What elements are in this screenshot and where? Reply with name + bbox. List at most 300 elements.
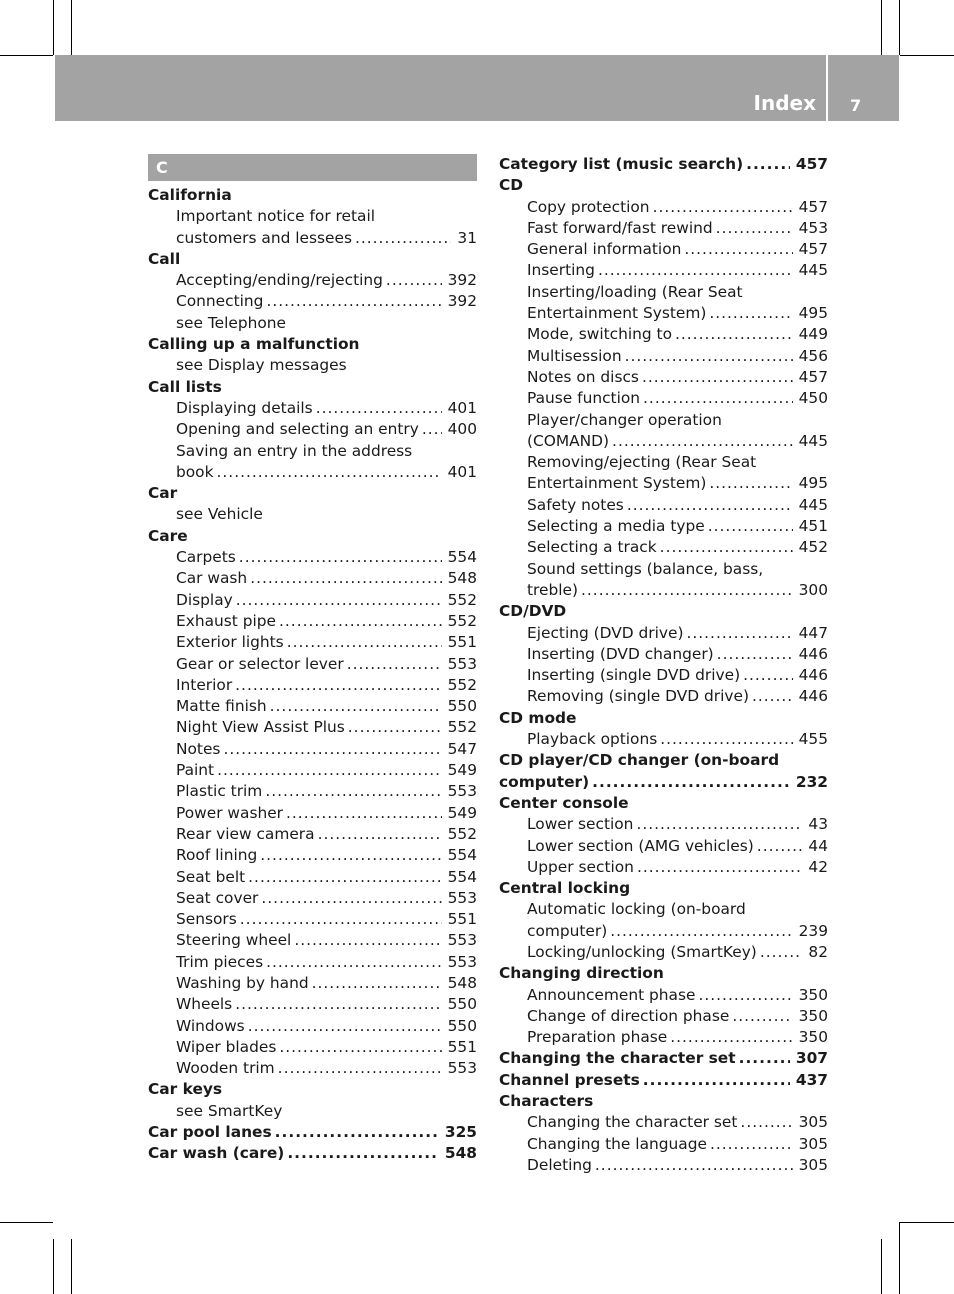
entry-text: Copy protection (527, 197, 650, 216)
entry-text: Inserting (single DVD drive) (527, 666, 741, 685)
index-subentry (148, 654, 477, 675)
leader-dots (235, 994, 441, 1015)
leader-dots (287, 632, 442, 653)
index-subentry (148, 717, 477, 738)
entry-text: Ejecting (DVD drive) (527, 623, 684, 642)
entry-text: Important notice for retail (176, 207, 376, 226)
index-subentry (148, 867, 477, 888)
page-reference: 554 (447, 867, 477, 886)
entry-text: Interior (176, 675, 233, 694)
index-subentry (499, 921, 828, 942)
index-term (499, 1048, 828, 1069)
page-reference: 43 (808, 815, 828, 834)
index-subentry (499, 410, 828, 431)
entry-text: Call (148, 249, 181, 268)
entry-text: customers and lessees (176, 228, 352, 247)
crop-mark (900, 55, 954, 56)
entry-text: Car (148, 484, 178, 503)
entry-text: Entertainment System) (527, 474, 707, 493)
page-reference: 552 (447, 718, 477, 737)
entry-text: CD player/CD changer (on-board (499, 751, 780, 770)
index-subentry (499, 836, 828, 857)
index-subentry (148, 611, 477, 632)
page-reference: 82 (808, 942, 828, 961)
leader-dots (709, 303, 792, 324)
entry-text: Calling up a malfunction (148, 335, 360, 354)
page-reference: 445 (798, 261, 828, 280)
leader-dots (612, 431, 793, 452)
index-subentry (148, 206, 477, 227)
leader-dots (239, 547, 442, 568)
leader-dots (236, 590, 442, 611)
entry-text: Sound settings (balance, bass, (527, 559, 764, 578)
leader-dots (248, 1016, 442, 1037)
entry-text: Selecting a media type (527, 517, 705, 536)
entry-text: Accepting/ending/rejecting (176, 271, 383, 290)
entry-text: Opening and selecting an entry (176, 420, 419, 439)
page-reference: 552 (447, 611, 477, 630)
entry-text: Power washer (176, 803, 284, 822)
leader-dots (739, 1048, 790, 1069)
leader-dots (266, 952, 442, 973)
page-reference: 232 (795, 772, 828, 791)
index-subentry (499, 260, 828, 281)
index-subentry (148, 952, 477, 973)
index-subentry (499, 452, 828, 473)
page-reference: 551 (447, 910, 477, 929)
page-reference: 44 (808, 836, 828, 855)
leader-dots (217, 760, 442, 781)
page-number: 7 (850, 96, 862, 115)
leader-dots (752, 686, 793, 707)
index-term (499, 708, 828, 729)
index-subentry (499, 218, 828, 239)
leader-dots (261, 888, 441, 909)
entry-text: General information (527, 240, 682, 259)
index-term (148, 1079, 477, 1100)
leader-dots (422, 419, 442, 440)
index-subentry (148, 462, 477, 483)
entry-text: Playback options (527, 730, 658, 749)
entry-text: Inserting/loading (Rear Seat (527, 282, 743, 301)
index-term (499, 963, 828, 984)
crop-mark (71, 1239, 72, 1294)
index-subentry (148, 568, 477, 589)
index-subentry (499, 580, 828, 601)
entry-text: Carpets (176, 548, 236, 567)
leader-dots (698, 985, 792, 1006)
leader-dots (294, 930, 441, 951)
page-reference: 550 (447, 697, 477, 716)
page-reference: 453 (798, 218, 828, 237)
crop-mark (899, 1222, 900, 1294)
leader-dots (710, 1134, 793, 1155)
crop-mark (900, 1222, 954, 1223)
entry-text: Fast forward/fast rewind (527, 218, 713, 237)
entry-text: Exterior lights (176, 633, 284, 652)
index-term (499, 793, 828, 814)
index-subentry (499, 197, 828, 218)
index-subentry (499, 324, 828, 345)
index-term (148, 1143, 477, 1164)
leader-dots (348, 717, 442, 738)
index-term (148, 483, 477, 504)
index-term (148, 1122, 477, 1143)
crop-mark (0, 55, 53, 56)
entry-text: Upper section (527, 857, 634, 876)
index-subentry (148, 888, 477, 909)
page-reference: 456 (798, 346, 828, 365)
entry-text: Night View Assist Plus (176, 718, 345, 737)
entry-text: Steering wheel (176, 931, 292, 950)
index-subentry (148, 675, 477, 696)
index-subentry (148, 313, 477, 334)
page-reference: 239 (798, 921, 828, 940)
index-subentry (499, 239, 828, 260)
entry-text: Deleting (527, 1155, 592, 1174)
leader-dots (240, 909, 442, 930)
leader-dots (265, 781, 441, 802)
index-subentry (148, 355, 477, 376)
index-subentry (148, 803, 477, 824)
leader-dots (610, 921, 792, 942)
crop-mark (899, 0, 900, 55)
leader-dots (386, 270, 442, 291)
leader-dots (636, 814, 802, 835)
entry-text: Wooden trim (176, 1059, 275, 1078)
index-subentry (148, 1016, 477, 1037)
crop-mark (881, 1239, 882, 1294)
page-reference: 325 (444, 1123, 477, 1142)
entry-text: Category list (music search) (499, 155, 744, 173)
entry-text: Changing the language (527, 1134, 707, 1153)
entry-text: Lower section (AMG vehicles) (527, 836, 754, 855)
leader-dots (266, 291, 441, 312)
index-subentry (148, 824, 477, 845)
page-reference: 401 (447, 398, 477, 417)
crop-mark (71, 0, 72, 55)
index-subentry (499, 857, 828, 878)
page-reference: 400 (447, 420, 477, 439)
index-subentry (499, 686, 828, 707)
leader-dots (709, 473, 792, 494)
leader-dots (660, 729, 792, 750)
index-subentry (148, 781, 477, 802)
entry-text: Change of direction phase (527, 1006, 730, 1025)
leader-dots (760, 942, 803, 963)
index-entries-left (148, 185, 477, 1165)
page-reference: 300 (798, 580, 828, 599)
page-reference: 451 (798, 517, 828, 536)
index-term (499, 601, 828, 622)
index-subentry (499, 303, 828, 324)
page-reference: 495 (798, 474, 828, 493)
index-term (499, 1091, 828, 1112)
leader-dots (686, 623, 792, 644)
page-reference: 305 (798, 1134, 828, 1153)
entry-text: book (176, 462, 214, 481)
leader-dots (248, 867, 441, 888)
index-column-left (148, 154, 477, 1165)
entry-text: Multisession (527, 346, 622, 365)
entry-text: Safety notes (527, 495, 624, 514)
page-reference: 42 (808, 857, 828, 876)
index-subentry (148, 845, 477, 866)
entry-text: California (148, 186, 232, 204)
index-subentry (499, 942, 828, 963)
index-subentry (148, 228, 477, 249)
page-reference: 553 (447, 1059, 477, 1078)
index-subentry (148, 1101, 477, 1122)
entry-text: see SmartKey (176, 1101, 283, 1120)
page-reference: 445 (798, 495, 828, 514)
entry-text: (COMAND) (527, 431, 610, 450)
entry-text: Car wash (care) (148, 1144, 285, 1163)
entry-text: see Telephone (176, 313, 287, 332)
section-letter: C (148, 154, 477, 181)
page-reference: 445 (798, 431, 828, 450)
index-term (499, 154, 828, 175)
entry-text: Notes (176, 739, 221, 758)
leader-dots (717, 644, 793, 665)
leader-dots (598, 260, 793, 281)
index-subentry (148, 291, 477, 312)
page-reference: 553 (447, 952, 477, 971)
index-subentry (499, 1155, 828, 1176)
entry-text: Washing by hand (176, 973, 309, 992)
index-subentry (499, 346, 828, 367)
page-reference: 553 (447, 931, 477, 950)
index-subentry (499, 495, 828, 516)
entry-text: Plastic trim (176, 782, 263, 801)
entry-text: Pause function (527, 389, 641, 408)
leader-dots (660, 537, 793, 558)
leader-dots (235, 675, 441, 696)
entry-text: Mode, switching to (527, 325, 672, 344)
index-subentry (499, 559, 828, 580)
leader-dots (708, 516, 793, 537)
index-term (499, 878, 828, 899)
index-subentry (148, 930, 477, 951)
entry-text: Channel presets (499, 1070, 640, 1089)
entry-text: Lower section (527, 815, 634, 834)
index-subentry (148, 994, 477, 1015)
leader-dots (757, 836, 803, 857)
index-term (148, 334, 477, 355)
entry-text: Connecting (176, 292, 264, 311)
page-reference: 549 (447, 761, 477, 780)
index-subentry (499, 985, 828, 1006)
leader-dots (287, 1143, 439, 1164)
index-subentry (499, 367, 828, 388)
page-reference: 446 (798, 666, 828, 685)
entry-text: Changing direction (499, 964, 664, 983)
page-reference: 307 (795, 1049, 828, 1068)
entry-text: Changing the character set (499, 1049, 736, 1068)
index-term (499, 750, 828, 771)
page-reference: 548 (444, 1144, 477, 1163)
page-reference: 455 (798, 730, 828, 749)
entry-text: Preparation phase (527, 1028, 668, 1047)
index-subentry (148, 973, 477, 994)
entry-text: Changing the character set (527, 1113, 738, 1132)
leader-dots (746, 154, 790, 175)
entry-text: Saving an entry in the address (176, 441, 413, 460)
entry-text: CD (499, 176, 524, 195)
leader-dots (743, 665, 793, 686)
leader-dots (670, 1027, 792, 1048)
entry-text: computer) (527, 921, 608, 940)
index-term (148, 185, 477, 206)
leader-dots (716, 218, 793, 239)
index-subentry (148, 270, 477, 291)
leader-dots (316, 398, 442, 419)
entry-text: Car keys (148, 1080, 223, 1099)
entry-text: Central locking (499, 879, 631, 898)
crop-mark (0, 1222, 53, 1223)
index-subentry (499, 388, 828, 409)
page-reference: 495 (798, 304, 828, 323)
page-title: Index (753, 91, 816, 115)
leader-dots (312, 973, 442, 994)
entry-text: Trim pieces (176, 952, 264, 971)
page-reference: 552 (447, 675, 477, 694)
page-reference: 305 (798, 1113, 828, 1132)
index-subentry (148, 504, 477, 525)
page-reference: 350 (798, 1028, 828, 1047)
leader-dots (643, 388, 793, 409)
leader-dots (278, 1058, 442, 1079)
page-reference: 437 (795, 1070, 828, 1089)
page-reference: 392 (447, 292, 477, 311)
entry-text: Automatic locking (on-board (527, 900, 746, 919)
page-reference: 446 (798, 644, 828, 663)
index-term (499, 175, 828, 196)
leader-dots (627, 495, 793, 516)
index-subentry (499, 623, 828, 644)
leader-dots (592, 772, 790, 793)
leader-dots (625, 346, 793, 367)
entry-text: Car wash (176, 569, 248, 588)
leader-dots (223, 739, 441, 760)
entry-text: Removing/ejecting (Rear Seat (527, 453, 757, 472)
entry-text: Paint (176, 761, 215, 780)
index-subentry (499, 282, 828, 303)
index-subentry (499, 1134, 828, 1155)
page-reference: 551 (447, 633, 477, 652)
page-reference: 553 (447, 888, 477, 907)
page-reference: 551 (447, 1037, 477, 1056)
entry-text: Care (148, 526, 188, 545)
crop-mark (881, 0, 882, 55)
entry-text: Rear view camera (176, 824, 315, 843)
index-subentry (499, 729, 828, 750)
entry-text: Wiper blades (176, 1037, 277, 1056)
index-subentry (148, 696, 477, 717)
page-reference: 350 (798, 985, 828, 1004)
index-subentry (148, 419, 477, 440)
index-subentry (499, 473, 828, 494)
page-reference: 547 (447, 739, 477, 758)
index-subentry (499, 1006, 828, 1027)
page-reference: 446 (798, 687, 828, 706)
entry-text: Sensors (176, 910, 237, 929)
leader-dots (637, 857, 802, 878)
index-subentry (499, 1112, 828, 1133)
page-reference: 457 (798, 367, 828, 386)
leader-dots (581, 580, 793, 601)
index-term (148, 249, 477, 270)
entry-text: Gear or selector lever (176, 654, 344, 673)
entry-text: computer) (499, 772, 590, 791)
entry-text: Player/changer operation (527, 410, 722, 429)
page-reference: 401 (447, 462, 477, 481)
entry-text: Car pool lanes (148, 1123, 272, 1142)
index-subentry (499, 516, 828, 537)
entry-text: Inserting (527, 261, 595, 280)
entry-text: Windows (176, 1016, 245, 1035)
leader-dots (279, 611, 442, 632)
index-subentry (499, 644, 828, 665)
page-reference: 452 (798, 538, 828, 557)
entry-text: Seat cover (176, 888, 259, 907)
page-reference: 31 (457, 228, 477, 247)
page-reference: 457 (798, 197, 828, 216)
entry-text: Displaying details (176, 398, 313, 417)
leader-dots (740, 1112, 792, 1133)
entry-text: treble) (527, 580, 579, 599)
leader-dots (642, 367, 793, 388)
page-reference: 554 (447, 548, 477, 567)
page-reference: 548 (447, 569, 477, 588)
index-subentry (148, 1037, 477, 1058)
page-reference: 392 (447, 271, 477, 290)
entry-text: CD mode (499, 708, 577, 727)
index-subentry (148, 590, 477, 611)
page-reference: 550 (447, 1016, 477, 1035)
leader-dots (260, 845, 441, 866)
page-reference: 350 (798, 1006, 828, 1025)
index-subentry (148, 398, 477, 419)
entry-text: Inserting (DVD changer) (527, 644, 714, 663)
index-subentry (148, 909, 477, 930)
leader-dots (355, 228, 451, 249)
entry-text: see Display messages (176, 356, 347, 375)
entry-text: Characters (499, 1092, 594, 1111)
leader-dots (286, 803, 442, 824)
page-reference: 552 (447, 824, 477, 843)
index-term (499, 772, 828, 793)
entry-text: CD/DVD (499, 602, 567, 621)
entry-text: Matte finish (176, 697, 267, 716)
page-reference: 550 (447, 995, 477, 1014)
index-column-right (499, 154, 828, 1176)
leader-dots (684, 239, 792, 260)
page-reference: 553 (447, 782, 477, 801)
page-reference: 450 (798, 389, 828, 408)
entry-text: Removing (single DVD drive) (527, 687, 749, 706)
crop-mark (53, 1239, 54, 1294)
page-reference: 549 (447, 803, 477, 822)
page-reference: 305 (798, 1155, 828, 1174)
index-term (148, 526, 477, 547)
index-subentry (148, 632, 477, 653)
index-subentry (148, 739, 477, 760)
page-reference: 457 (798, 240, 828, 259)
leader-dots (347, 654, 442, 675)
entry-text: Entertainment System) (527, 304, 707, 323)
entry-text: Center console (499, 793, 629, 812)
